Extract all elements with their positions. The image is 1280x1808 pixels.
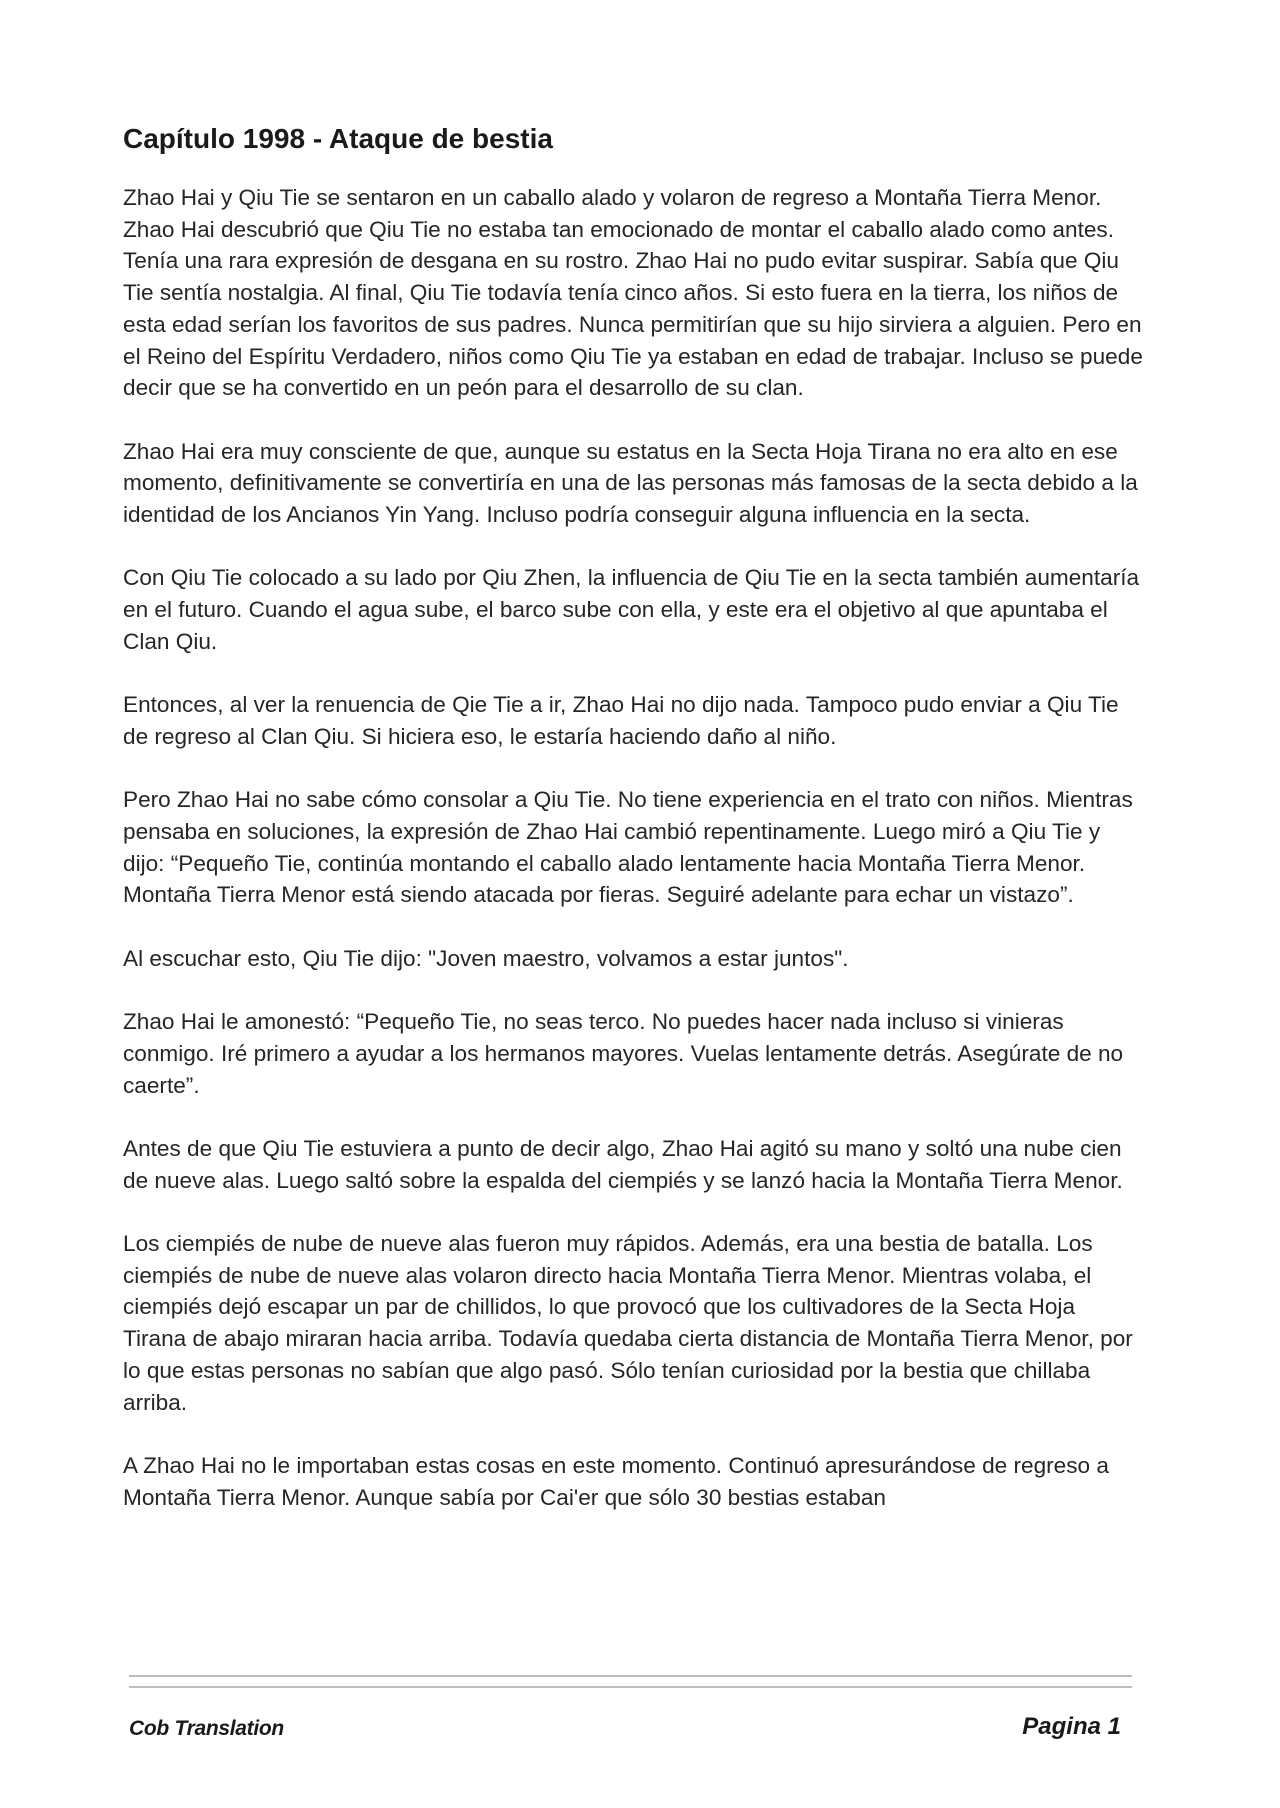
- footer-divider-top: [129, 1675, 1132, 1677]
- paragraph: Pero Zhao Hai no sabe cómo consolar a Qiu Tie. No tiene experiencia en el trato con niños. Mientras pensaba en soluciones, la expresión de Zhao Hai cambió repentinamente. Luego miró a Qiu Tie y dijo: “Pequeño Tie, continúa montando el caballo alado lentamente hacia Montaña Tierra Menor. Montaña Tierra Menor está siendo atacada por fieras. Seguiré adelante para echar un vistazo”.: [123, 787, 1133, 908]
- paragraph: Antes de que Qiu Tie estuviera a punto de decir algo, Zhao Hai agitó su mano y soltó una nube cien de nueve alas. Luego saltó sobre la espalda del ciempiés y se lanzó hacia la Montaña Tierra Menor.: [123, 1135, 1123, 1193]
- footer-page-number: Pagina 1: [1022, 1713, 1121, 1740]
- footer-divider-bottom: [129, 1686, 1132, 1688]
- paragraph: Zhao Hai le amonestó: “Pequeño Tie, no seas terco. No puedes hacer nada incluso si vinieras conmigo. Iré primero a ayudar a los hermanos mayores. Vuelas lentamente detrás. Asegúrate de no caerte”.: [123, 1009, 1124, 1098]
- paragraph: A Zhao Hai no le importaban estas cosas en este momento. Continuó apresurándose de regreso a Montaña Tierra Menor. Aunque sabía por Cai'er que sólo 30 bestias estaban: [123, 1452, 1109, 1510]
- chapter-title: Capítulo 1998 - Ataque de bestia: [123, 123, 553, 154]
- footer-translator-credit: Cob Translation: [129, 1717, 284, 1740]
- paragraph: Al escuchar esto, Qiu Tie dijo: "Joven maestro, volvamos a estar juntos".: [123, 945, 849, 971]
- paragraph: Zhao Hai era muy consciente de que, aunque su estatus en la Secta Hoja Tirana no era alto en ese momento, definitivamente se convertiría en una de las personas más famosas de la secta debido a la identidad de los Ancianos Yin Yang. Incluso podría conseguir alguna influencia en la secta.: [123, 438, 1138, 528]
- paragraph: Zhao Hai y Qiu Tie se sentaron en un caballo alado y volaron de regreso a Montaña Tierra Menor. Zhao Hai descubrió que Qiu Tie no estaba tan emocionado de montar el caballo alado como antes. Tenía una rara expresión de desgana en su rostro. Zhao Hai no pudo evitar suspirar. Sabía que Qiu Tie sentía nostalgia. Al final, Qiu Tie todavía tenía cinco años. Si esto fuera en la tierra, los niños de esta edad serían los favoritos de sus padres. Nunca permitirían que su hijo sirviera a alguien. Pero en el Reino del Espíritu Verdadero, niños como Qiu Tie ya estaban en edad de trabajar. Incluso se puede decir que se ha convertido en un peón para el desarrollo de su clan.: [123, 185, 1143, 401]
- document-body: [123, 118, 1143, 1545]
- paragraph: Los ciempiés de nube de nueve alas fueron muy rápidos. Además, era una bestia de batalla. Los ciempiés de nube de nueve alas volaron directo hacia Montaña Tierra Menor. Mientras volaba, el ciempiés dejó escapar un par de chillidos, lo que provocó que los cultivadores de la Secta Hoja Tirana de abajo miraran hacia arriba. Todavía quedaba cierta distancia de Montaña Tierra Menor, por lo que estas personas no sabían que algo pasó. Sólo tenían curiosidad por la bestia que chillaba arriba.: [123, 1231, 1133, 1415]
- paragraph: Entonces, al ver la renuencia de Qie Tie a ir, Zhao Hai no dijo nada. Tampoco pudo enviar a Qiu Tie de regreso al Clan Qiu. Si hiciera eso, le estaría haciendo daño al niño.: [123, 692, 1119, 749]
- paragraph: Con Qiu Tie colocado a su lado por Qiu Zhen, la influencia de Qiu Tie en la secta también aumentaría en el futuro. Cuando el agua sube, el barco sube con ella, y este era el objetivo al que apuntaba el Clan Qiu.: [123, 565, 1140, 654]
